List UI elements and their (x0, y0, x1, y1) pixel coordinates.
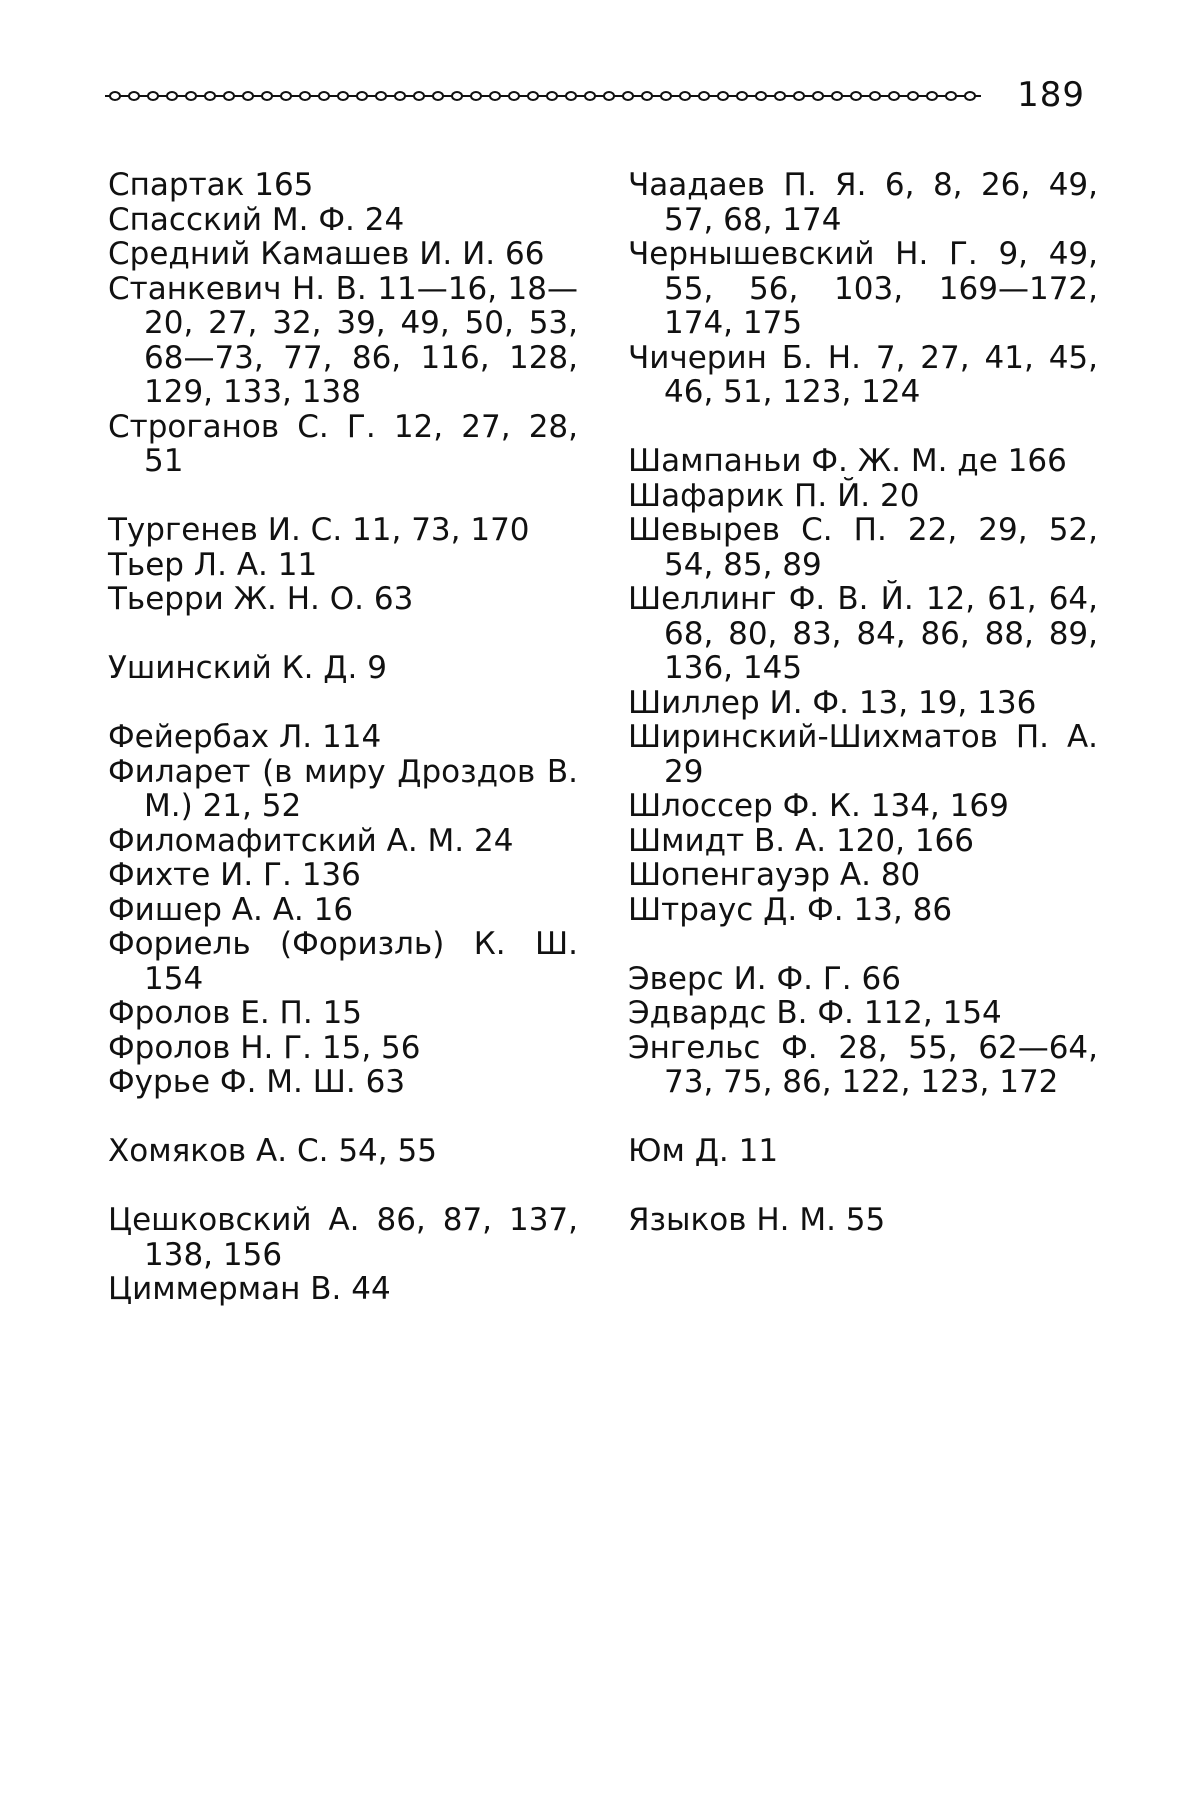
entry-name: Эдвардс В. Ф. (628, 995, 854, 1031)
ornament-loop (110, 92, 120, 100)
entry-pages: 80 (880, 857, 921, 893)
ornament-loop (471, 92, 481, 100)
entry-pages: 165 (254, 167, 314, 203)
entry-pages: 22, 29, 52, 54, 85, 89 (664, 512, 1098, 583)
ornament-loop (832, 92, 842, 100)
ornament-loop (319, 92, 329, 100)
index-entry (108, 1272, 578, 1307)
ornament-loop (604, 92, 614, 100)
entry-pages: 9 (367, 650, 387, 686)
index-entry (628, 789, 1098, 824)
entry-pages: 29 (664, 753, 704, 790)
ornament-loop (908, 92, 918, 100)
ornament-loop (585, 92, 595, 100)
entry-name: Фролов Н. Г. (108, 1029, 313, 1066)
index-entry (628, 513, 1098, 582)
ornament-loop (642, 92, 652, 100)
letter-group (628, 1134, 1098, 1169)
index-entry (108, 1065, 578, 1100)
ornament-loop (509, 92, 519, 100)
index-entry (628, 168, 1098, 237)
ornament-loop (262, 92, 272, 100)
entry-pages: 13, 86 (853, 891, 953, 928)
entry-name: Фишер А. А. (108, 891, 304, 928)
ornament-loop (718, 92, 728, 100)
index-entry (628, 444, 1098, 479)
ornament-loop (870, 92, 880, 100)
letter-group (108, 651, 578, 686)
entry-name: Чернышевский Н. Г. (628, 236, 978, 272)
index-entry (628, 1031, 1098, 1100)
entry-pages: 6, 8, 26, 49, 57, 68, 174 (664, 167, 1098, 238)
entry-pages: 20 (879, 477, 920, 514)
entry-pages: 15 (322, 995, 363, 1031)
letter-group (628, 444, 1098, 927)
ornament-loop (528, 92, 538, 100)
index-entry (628, 720, 1098, 789)
ornament-loop (547, 92, 557, 100)
ornament-loop (300, 92, 310, 100)
ornament-loop (756, 92, 766, 100)
ornament-loop (775, 92, 785, 100)
letter-group (108, 1134, 578, 1169)
entry-name: Ушинский К. Д. (108, 650, 358, 686)
index-entry (628, 237, 1098, 341)
index-entry (628, 582, 1098, 686)
index-entry (628, 1203, 1098, 1238)
ornament-loop (205, 92, 215, 100)
ornament-loop (794, 92, 804, 100)
index-entry (108, 272, 578, 410)
ornament-loop (338, 92, 348, 100)
ornament-loop (243, 92, 253, 100)
entry-pages: 63 (365, 1064, 406, 1100)
entry-name: Строганов С. Г. (108, 408, 376, 445)
index-entry (628, 341, 1098, 410)
entry-name: Средний Камашев И. И. (108, 236, 496, 272)
entry-name: Шеллинг Ф. В. Й. (628, 581, 914, 617)
entry-name: Шевырев С. П. (628, 512, 887, 548)
entry-name: Тьер Л. А. (108, 546, 268, 583)
ornament-loop (566, 92, 576, 100)
index-entry (108, 1031, 578, 1066)
ornament-loop (680, 92, 690, 100)
entry-pages: 66 (861, 960, 901, 997)
ornament-loop (623, 92, 633, 100)
entry-pages: 136 (301, 857, 361, 893)
index-entry (628, 962, 1098, 997)
entry-pages: 24 (364, 201, 405, 238)
index-entry (108, 755, 578, 824)
entry-pages: 13, 19, 136 (858, 684, 1037, 721)
entry-pages: 44 (351, 1271, 391, 1307)
entry-name: Шлоссер Ф. К. (628, 788, 861, 824)
ornament-loop (851, 92, 861, 100)
entry-name: Эверс И. Ф. Г. (628, 960, 852, 997)
index-entry (628, 824, 1098, 859)
letter-group (108, 168, 578, 479)
entry-name: Филарет (в миру Дроздов В. М.) (108, 753, 578, 824)
entry-pages: 166 (1007, 443, 1067, 479)
entry-pages: 12, 27, 28, 51 (144, 408, 578, 479)
entry-pages: 11 (738, 1133, 779, 1169)
index-entry (108, 720, 578, 755)
entry-pages: 12, 61, 64, 68, 80, 83, 84, 86, 88, 89, 136, 145 (664, 581, 1098, 686)
entry-pages: 16 (313, 891, 354, 928)
entry-name: Фориель (Форизль) К. Ш. (108, 926, 578, 962)
entry-name: Шампаньи Ф. Ж. М. де (628, 443, 998, 479)
index-entry (628, 479, 1098, 514)
index-entry (108, 651, 578, 686)
index-entry (108, 582, 578, 617)
letter-group (108, 513, 578, 617)
entry-name: Штраус Д. Ф. (628, 891, 844, 928)
entry-name: Тьерри Ж. Н. О. (108, 581, 365, 617)
entry-name: Ширинский-Шихматов П. А. (628, 719, 1098, 755)
entry-name: Филомафитский А. М. (108, 822, 465, 859)
letter-group (628, 962, 1098, 1100)
ornament-loop (927, 92, 937, 100)
page-header (105, 70, 1085, 120)
entry-name: Хомяков А. С. (108, 1133, 329, 1169)
entry-pages: 24 (474, 822, 514, 859)
index-entry (108, 168, 578, 203)
ornament-loop (224, 92, 234, 100)
entry-pages: 11, 73, 170 (352, 512, 530, 548)
index-entry (628, 893, 1098, 928)
index-entry (628, 686, 1098, 721)
entry-name: Чаадаев П. Я. (628, 167, 867, 203)
ornament-rule (105, 88, 985, 104)
letter-group (108, 720, 578, 1100)
entry-pages: 114 (322, 719, 382, 755)
entry-pages: 112, 154 (863, 995, 1002, 1031)
entry-pages: 15, 56 (321, 1029, 421, 1066)
entry-pages: 11 (277, 546, 318, 583)
index-entry (108, 513, 578, 548)
entry-pages: 120, 166 (835, 822, 974, 859)
entry-name: Станкевич Н. В. (108, 270, 367, 307)
index-entry (108, 237, 578, 272)
ornament-loop (357, 92, 367, 100)
entry-pages: 11—16, 18—20, 27, 32, 39, 49, 50, 53, 68—73, 77, 86, 116, 128, 129, 133, 138 (144, 270, 579, 410)
entry-pages: 134, 169 (870, 788, 1009, 824)
entry-name: Фролов Е. П. (108, 995, 313, 1031)
entry-name: Чичерин Б. Н. (628, 339, 861, 376)
ornament-loop (167, 92, 177, 100)
entry-pages: 28, 55, 62—64, 73, 75, 86, 122, 123, 172 (664, 1029, 1099, 1100)
entry-name: Юм Д. (628, 1133, 729, 1169)
index-entry (108, 410, 578, 479)
entry-pages: 66 (505, 236, 545, 272)
entry-pages: 7, 27, 41, 45, 46, 51, 123, 124 (664, 339, 1098, 410)
entry-name: Циммерман В. (108, 1271, 342, 1307)
entry-pages: 54, 55 (338, 1133, 437, 1169)
index-entry (108, 548, 578, 583)
entry-pages: 55 (845, 1202, 886, 1238)
ornament-loop (186, 92, 196, 100)
index-entry (108, 927, 578, 996)
entry-name: Спасский М. Ф. (108, 201, 355, 238)
entry-pages: 9, 49, 55, 56, 103, 169—172, 174, 175 (664, 236, 1098, 341)
entry-pages: 154 (144, 960, 204, 997)
ornament-loop (148, 92, 158, 100)
ornament-loop (281, 92, 291, 100)
index-entry (108, 824, 578, 859)
entry-name: Цешковский А. (108, 1202, 360, 1238)
entry-name: Фейербах Л. (108, 719, 313, 755)
entry-name: Фурье Ф. М. Ш. (108, 1064, 356, 1100)
ornament-loop (737, 92, 747, 100)
index-entry (628, 1134, 1098, 1169)
index-entry (108, 203, 578, 238)
ornament-loop (490, 92, 500, 100)
index-entry (108, 996, 578, 1031)
entry-pages: 21, 52 (202, 788, 302, 824)
ornament-loop (433, 92, 443, 100)
index-entry (628, 996, 1098, 1031)
index-entry (108, 893, 578, 928)
ornament-loop (452, 92, 462, 100)
ornament-loop (699, 92, 709, 100)
ornament-loop (414, 92, 424, 100)
letter-group (108, 1203, 578, 1307)
entry-name: Шафарик П. Й. (628, 477, 871, 514)
entry-name: Языков Н. М. (628, 1202, 836, 1238)
ornament-loop (129, 92, 139, 100)
entry-pages: 86, 87, 137, 138, 156 (144, 1202, 578, 1273)
index-entry (628, 858, 1098, 893)
letter-group (628, 1203, 1098, 1238)
index-entry (108, 1134, 578, 1169)
index-column-right (628, 168, 1098, 1272)
ornament-loop (889, 92, 899, 100)
ornament-loop (946, 92, 956, 100)
entry-name: Шмидт В. А. (628, 822, 827, 859)
entry-name: Энгельс Ф. (628, 1029, 818, 1066)
entry-name: Шопенгауэр А. (628, 857, 871, 893)
entry-pages: 63 (373, 581, 414, 617)
ornament-loop (395, 92, 405, 100)
ornament-loop (376, 92, 386, 100)
page-number: 189 (1017, 75, 1085, 115)
index-column-left (108, 168, 578, 1341)
ornament-loop (813, 92, 823, 100)
ornament-loop (661, 92, 671, 100)
entry-name: Шиллер И. Ф. (628, 684, 849, 721)
ornament-loop (965, 92, 975, 100)
index-entry (108, 858, 578, 893)
letter-group (628, 168, 1098, 410)
entry-name: Тургенев И. С. (108, 512, 343, 548)
entry-name: Фихте И. Г. (108, 857, 292, 893)
entry-name: Спартак (108, 167, 245, 203)
index-entry (108, 1203, 578, 1272)
